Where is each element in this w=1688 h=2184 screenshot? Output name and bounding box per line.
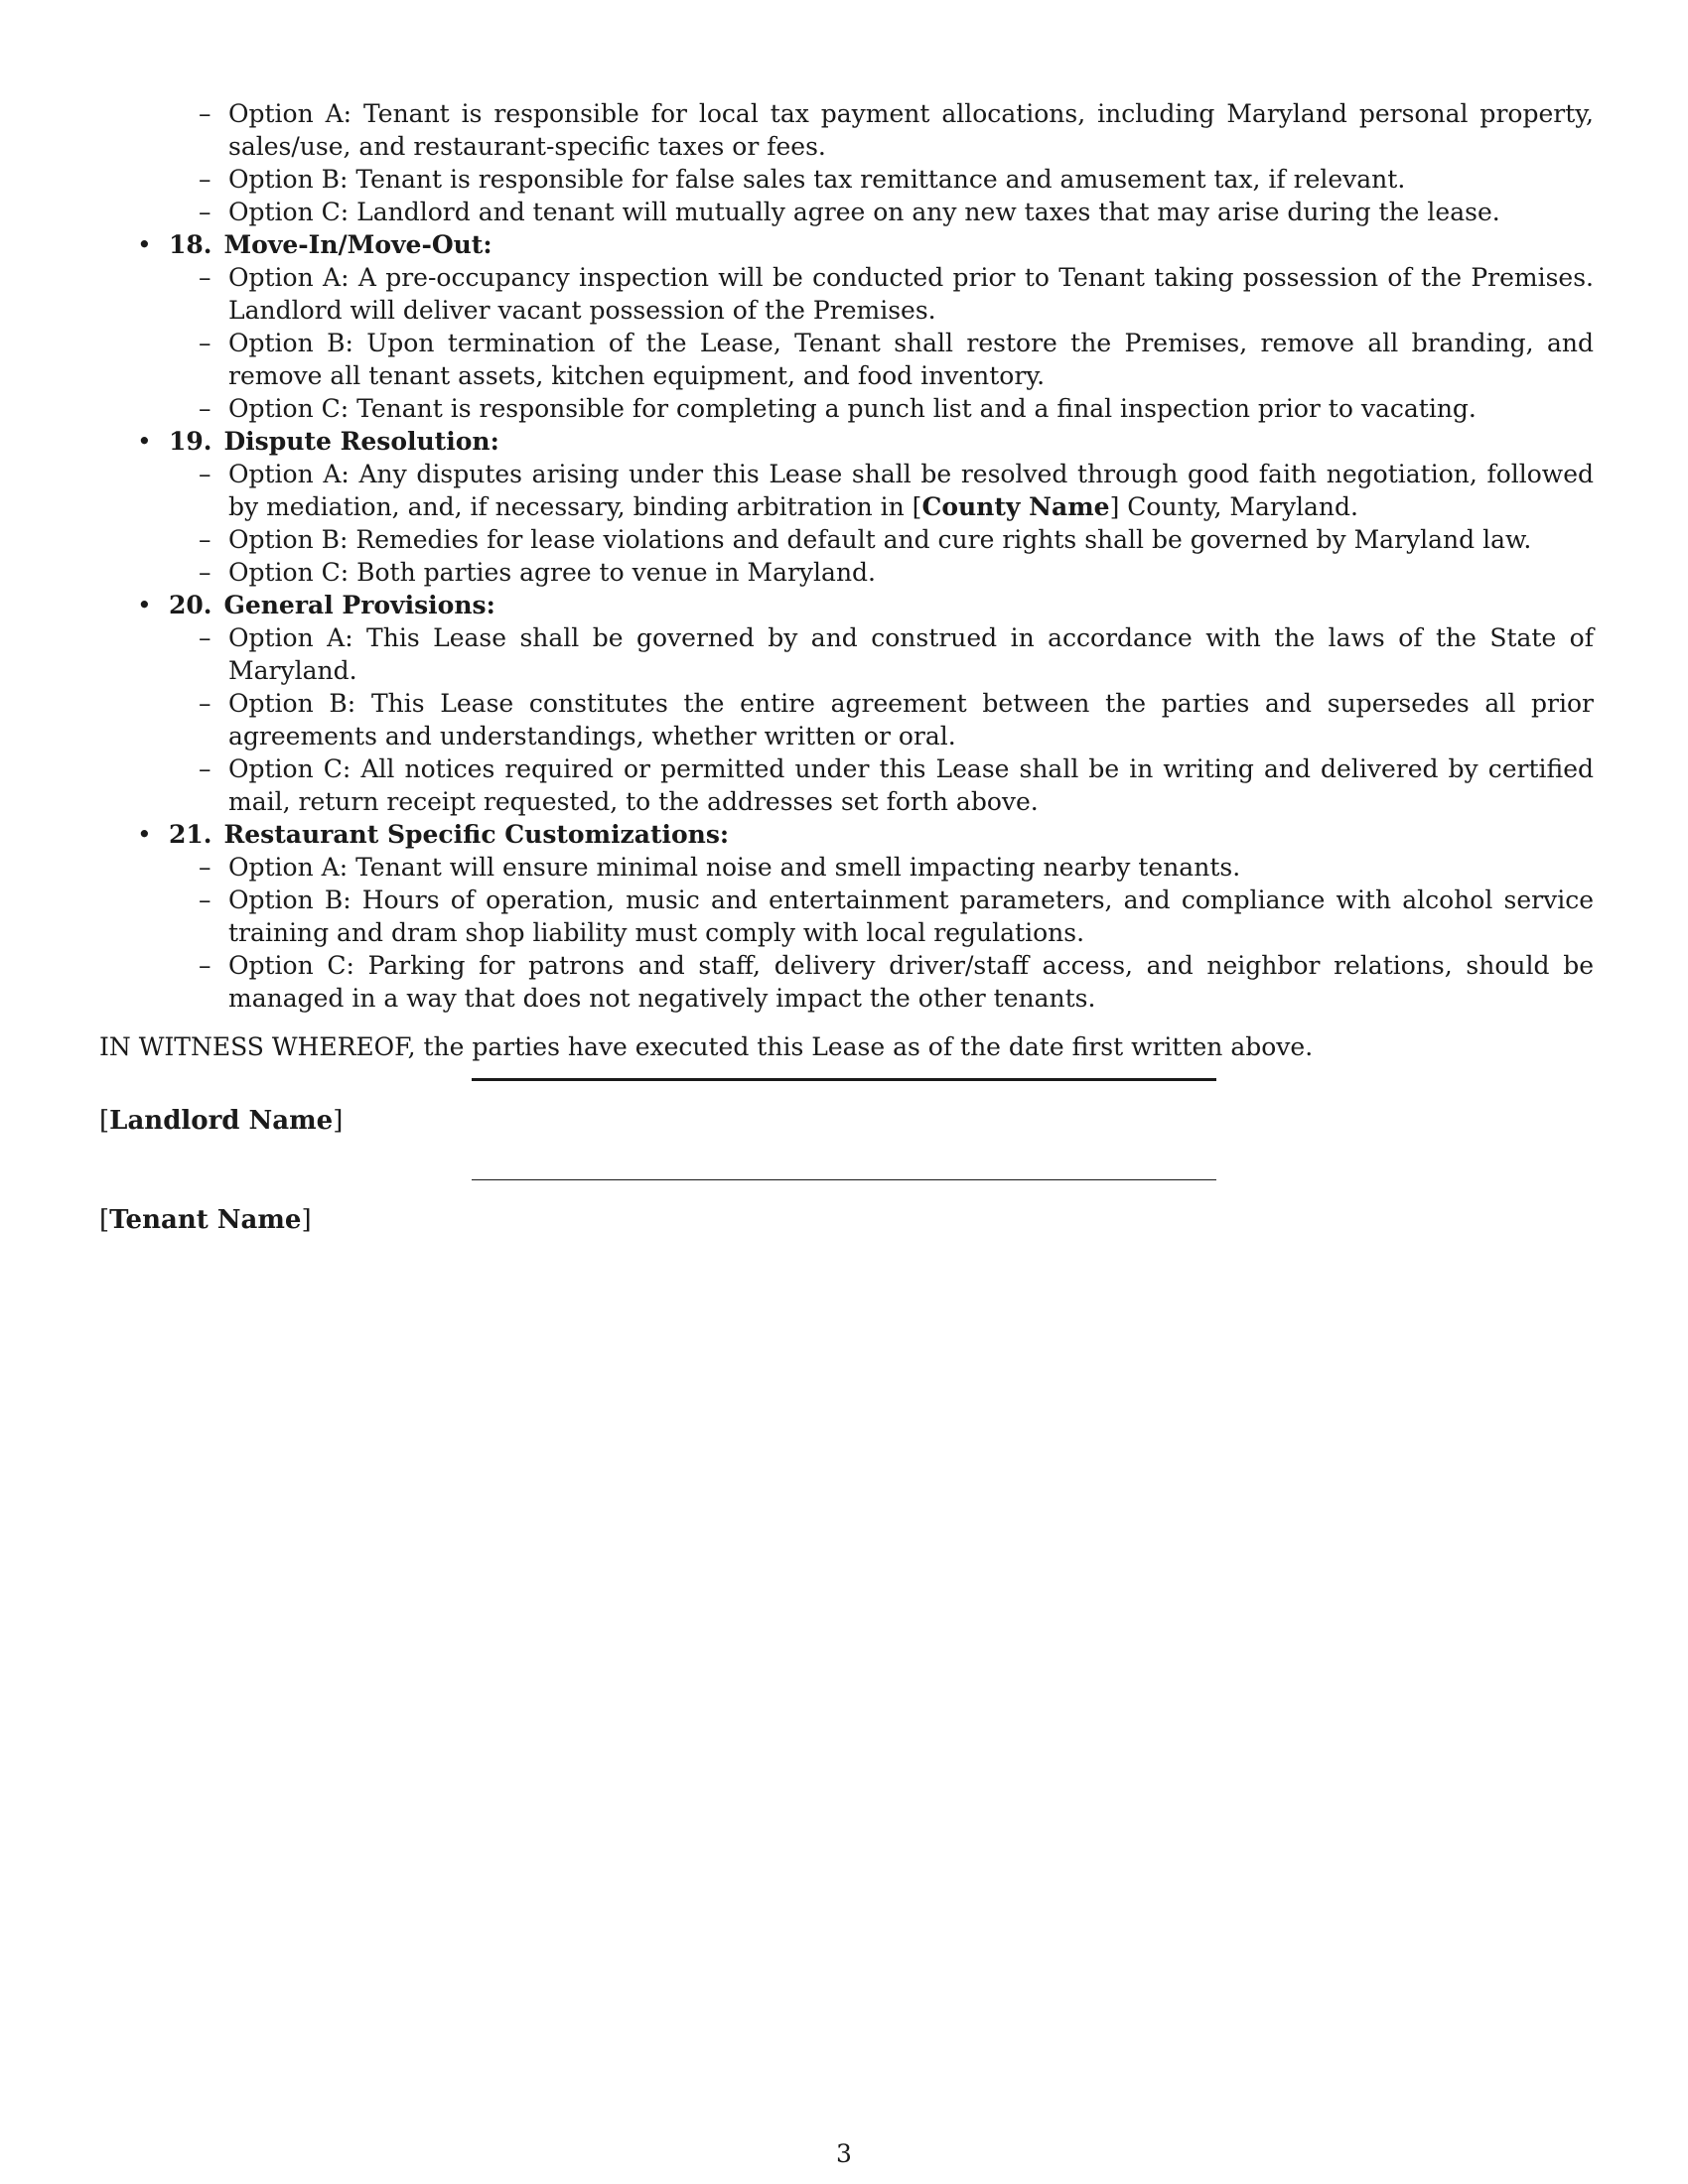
dash-glyph: – [199,558,211,587]
section-20-option-c: – Option C: All notices required or permitted under this Lease shall be in writing and delivered by certified mail, return receipt requested, to the addresses set forth above. [199,754,1594,816]
county-placeholder: [County Name] [912,492,1120,521]
page-number: 3 [836,2139,852,2168]
section-19-option-c: – Option C: Both parties agree to venue in Maryland. [199,558,877,587]
section-21-options [99,851,1594,1015]
section-21-option-b: – Option B: Hours of operation, music and entertainment parameters, and compliance with alcohol service training and dram shop liability must comply with local regulations. [199,886,1594,947]
section-title: Dispute Resolution: [223,427,499,456]
section-number: 18. [169,230,212,259]
section-20-options [99,621,1594,818]
bullet-glyph: • [137,591,152,619]
section-title: Restaurant Specific Customizations: [223,820,730,849]
dash-glyph: – [199,951,211,980]
section-number: 20. [169,591,212,619]
taxes-options-list [99,97,1594,228]
section-19-option-a: – Option A: Any disputes arising under this Lease shall be resolved through good faith negotiation, followed by mediation, and, if necessary, binding arbitration in [County Name] County, Maryland. [199,460,1594,521]
dash-glyph: – [199,460,211,488]
dash-glyph: – [199,886,211,914]
dash-glyph: – [199,525,211,554]
section-19-option-b: – Option B: Remedies for lease violations and default and cure rights shall be governed by Maryland law. [199,525,1532,554]
dash-glyph: – [199,754,211,783]
dash-glyph: – [199,263,211,292]
document-body [99,97,1594,1063]
dash-glyph: – [199,329,211,357]
section-18-option-b: – Option B: Upon termination of the Lease, Tenant shall restore the Premises, remove all branding, and remove all tenant assets, kitchen equipment, and food inventory. [199,329,1594,390]
section-title: Move-In/Move-Out: [223,230,492,259]
section-18-options [99,261,1594,425]
section-21-heading [99,818,1594,851]
section-18-option-a: – Option A: A pre-occupancy inspection will be conducted prior to Tenant taking possession of the Premises. Landlord will deliver vacant possession of the Premises. [199,263,1594,325]
bullet-glyph: • [137,230,152,259]
section-number: 21. [169,820,212,849]
section-20-heading [99,589,1594,621]
taxes-option-b: – Option B: Tenant is responsible for false sales tax remittance and amusement tax, if relevant. [199,165,1406,194]
section-19-heading [99,425,1594,458]
section-number: 19. [169,427,212,456]
dash-glyph: – [199,99,211,128]
section-18-heading [99,228,1594,261]
tenant-name: [Tenant Name] [99,1205,312,1235]
section-21-option-a: – Option A: Tenant will ensure minimal noise and smell impacting nearby tenants. [199,853,1241,882]
section-title: General Provisions: [223,591,495,619]
dash-glyph: – [199,198,211,226]
landlord-signature-line [472,1078,1216,1081]
section-21-option-c: – Option C: Parking for patrons and staff, delivery driver/staff access, and neighbor relations, should be managed in a way that does not negatively impact the other tenants. [199,951,1594,1013]
dash-glyph: – [199,689,211,718]
section-20-option-a: – Option A: This Lease shall be governed by and construed in accordance with the laws of the State of Maryland. [199,623,1594,685]
section-20-option-b: – Option B: This Lease constitutes the entire agreement between the parties and supersedes all prior agreements and understandings, whether written or oral. [199,689,1594,751]
dash-glyph: – [199,165,211,194]
witness-statement: IN WITNESS WHEREOF, the parties have executed this Lease as of the date first written above. [99,1032,1314,1061]
dash-glyph: – [199,853,211,882]
landlord-name: [Landlord Name] [99,1106,344,1136]
taxes-option-a: – Option A: Tenant is responsible for local tax payment allocations, including Maryland personal property, sales/use, and restaurant-specific taxes or fees. [199,99,1594,161]
dash-glyph: – [199,623,211,652]
taxes-option-c: – Option C: Landlord and tenant will mutually agree on any new taxes that may arise during the lease. [199,198,1500,226]
section-18-option-c: – Option C: Tenant is responsible for completing a punch list and a final inspection prior to vacating. [199,394,1477,423]
bullet-glyph: • [137,820,152,849]
section-19-options [99,458,1594,589]
tenant-signature-line [472,1179,1216,1180]
bullet-glyph: • [137,427,152,456]
dash-glyph: – [199,394,211,423]
